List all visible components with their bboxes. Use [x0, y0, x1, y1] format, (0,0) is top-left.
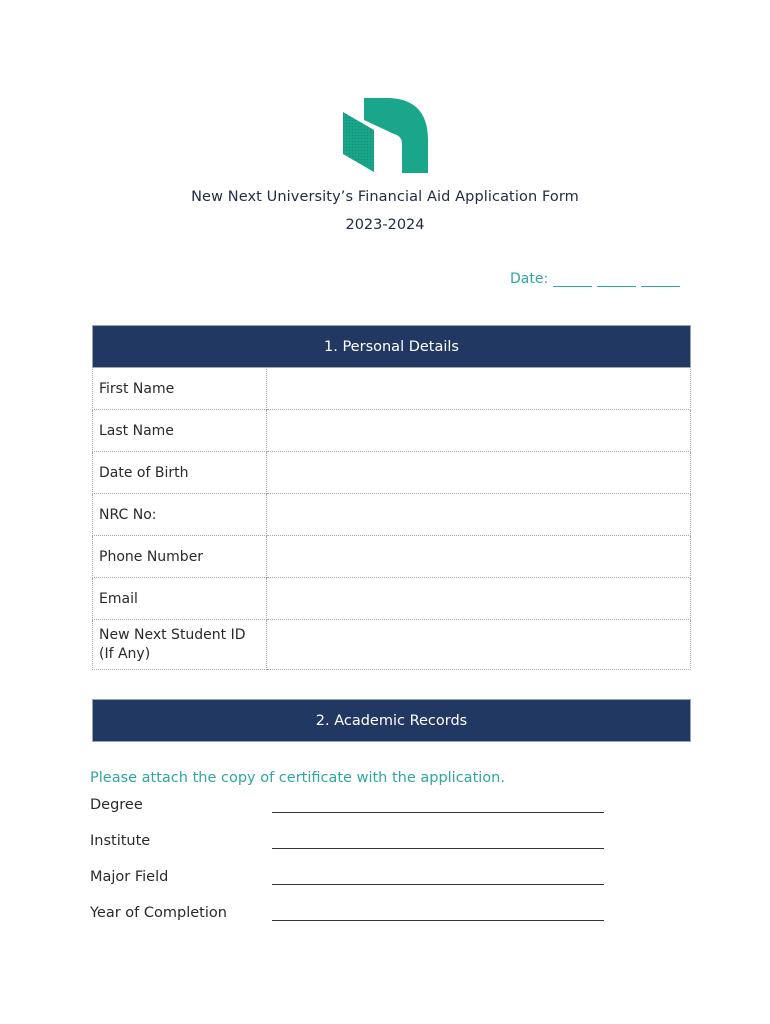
date-month-blank[interactable]: [597, 273, 636, 287]
record-label: Major Field: [90, 869, 169, 885]
field-input[interactable]: [267, 578, 691, 620]
academic-records-header: 2. Academic Records: [92, 699, 691, 742]
form-title: New Next University’s Financial Aid Application Form: [191, 189, 579, 205]
date-day-blank[interactable]: [553, 273, 592, 287]
table-row: [93, 410, 691, 452]
record-row: [90, 905, 610, 925]
record-label: Degree: [90, 797, 143, 813]
field-input[interactable]: [267, 452, 691, 494]
record-row: [90, 869, 610, 889]
academic-year: 2023-2024: [345, 217, 425, 233]
date-label: Date:: [510, 271, 549, 287]
field-label: Last Name: [93, 410, 267, 452]
university-logo-icon: [342, 98, 430, 174]
attachment-note: Please attach the copy of certificate with the application.: [90, 770, 505, 786]
record-row: [90, 797, 610, 817]
field-label: New Next Student ID (If Any): [93, 620, 267, 670]
field-label: Date of Birth: [93, 452, 267, 494]
table-row: [93, 368, 691, 410]
table-row: [93, 620, 691, 670]
field-label: Phone Number: [93, 536, 267, 578]
table-row: [93, 536, 691, 578]
record-input-line[interactable]: [272, 884, 604, 885]
date-field: [510, 271, 680, 287]
field-input[interactable]: [267, 620, 691, 670]
personal-details-table: [92, 367, 691, 670]
field-input[interactable]: [267, 368, 691, 410]
table-row: [93, 452, 691, 494]
record-row: [90, 833, 610, 853]
table-row: [93, 494, 691, 536]
record-input-line[interactable]: [272, 812, 604, 813]
field-label: NRC No:: [93, 494, 267, 536]
record-label: Institute: [90, 833, 151, 849]
field-input[interactable]: [267, 494, 691, 536]
record-input-line[interactable]: [272, 920, 604, 921]
field-label: First Name: [93, 368, 267, 410]
field-input[interactable]: [267, 536, 691, 578]
record-input-line[interactable]: [272, 848, 604, 849]
field-input[interactable]: [267, 410, 691, 452]
table-row: [93, 578, 691, 620]
personal-details-header: 1. Personal Details: [92, 325, 691, 368]
date-year-blank[interactable]: [641, 273, 680, 287]
record-label: Year of Completion: [90, 905, 227, 921]
field-label: Email: [93, 578, 267, 620]
